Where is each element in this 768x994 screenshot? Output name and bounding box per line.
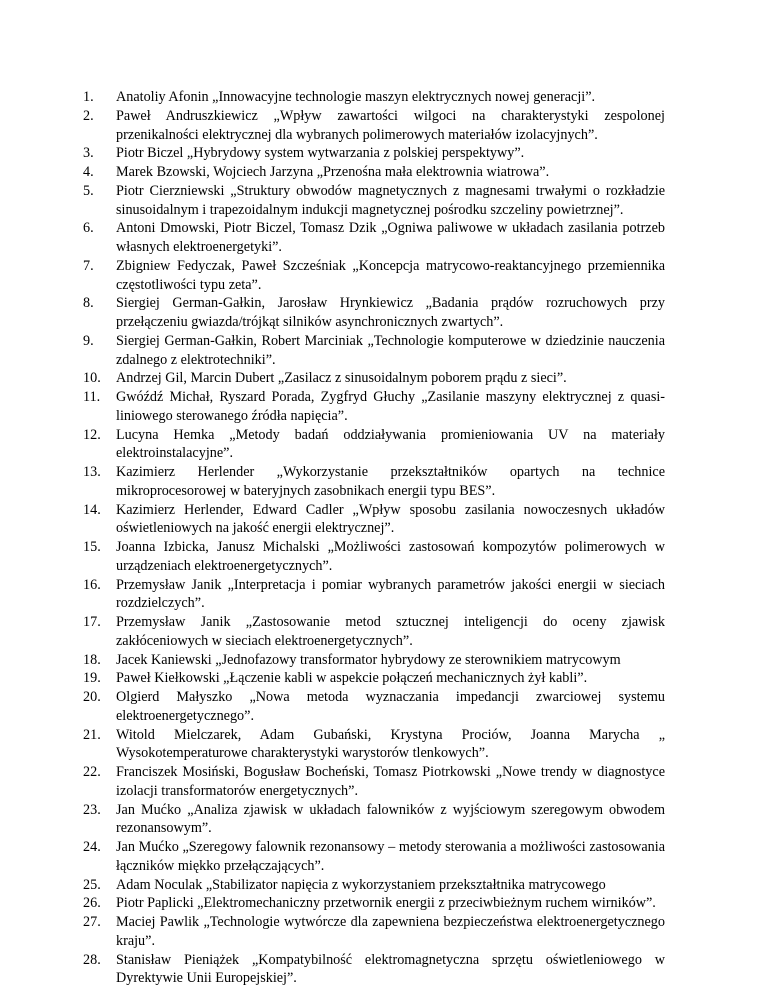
item-text: Piotr Cierzniewski „Struktury obwodów magnetycznych z magnesami trwałymi o rozkładzie sinusoidalnym i trapezoidalnym indukcji magnetycznej pośrodku szczeliny powietrznej”. — [116, 182, 665, 218]
item-text: Franciszek Mosiński, Bogusław Bocheński, Tomasz Piotrkowski „Nowe trendy w diagnostyce izolacji transformatorów energetycznych”. — [116, 764, 665, 799]
list-item — [83, 219, 665, 257]
item-number: 17. — [83, 614, 101, 630]
item-text: Siergiej German-Gałkin, Robert Marciniak „Technologie komputerowe w dziedzinie nauczenia zdalnego z elektrotechniki”. — [116, 332, 665, 368]
item-text: Zbigniew Fedyczak, Paweł Szcześniak „Koncepcja matrycowo-reaktancyjnego przemiennika częstotliwości typu zeta”. — [116, 257, 665, 293]
list-item — [83, 538, 665, 576]
item-text: Kazimierz Herlender, Edward Cadler „Wpływ sposobu zasilania nowoczesnych układów oświetleniowych na jakość energii elektrycznej”. — [116, 501, 665, 537]
item-number: 3. — [83, 145, 94, 162]
list-item — [83, 894, 665, 913]
list-item — [83, 801, 665, 839]
item-number: 2. — [83, 107, 94, 124]
list-item — [83, 426, 665, 464]
item-text: Jacek Kaniewski „Jednofazowy transformator hybrydowy ze sterownikiem matrycowym — [116, 651, 621, 668]
list-item — [83, 726, 665, 764]
publication-list — [83, 88, 665, 988]
item-text: Witold Mielczarek, Adam Gubański, Krystyna Prociów, Joanna Marycha „ Wysokotemperaturowe charakterystyki warystorów tlenkowych”. — [116, 726, 665, 762]
list-item — [83, 369, 665, 388]
item-number: 23. — [83, 801, 101, 818]
list-item — [83, 651, 665, 670]
list-item — [83, 613, 665, 651]
list-item — [83, 463, 665, 501]
item-text: Adam Noculak „Stabilizator napięcia z wykorzystaniem przekształtnika matrycowego — [116, 876, 606, 893]
item-text: Stanisław Pieniążek „Kompatybilność elektromagnetyczna sprzętu oświetleniowego w Dyrektywie Unii Europejskiej”. — [116, 951, 665, 987]
list-item — [83, 876, 665, 895]
list-item — [83, 88, 665, 107]
list-item — [83, 763, 665, 801]
item-number: 21. — [83, 726, 101, 743]
list-item — [83, 913, 665, 951]
list-item — [83, 501, 665, 539]
item-text: Przemysław Janik „Interpretacja i pomiar wybranych parametrów jakości energii w sieciach rozdzielczych”. — [116, 576, 665, 612]
list-item — [83, 669, 665, 688]
item-number: 8. — [83, 295, 94, 312]
item-text: Jan Mućko „Szeregowy falownik rezonansowy – metody sterowania a możliwości zastosowania łączników miękko przełączających”. — [116, 839, 665, 874]
list-item — [83, 144, 665, 163]
item-number: 6. — [83, 220, 94, 237]
list-item — [83, 688, 665, 726]
item-text: Joanna Izbicka, Janusz Michalski „Możliwości zastosowań kompozytów polimerowych w urządzeniach elektroenergetycznych”. — [116, 539, 665, 574]
item-number: 19. — [83, 670, 101, 687]
item-text: Olgierd Małyszko „Nowa metoda wyznaczania impedancji zwarciowej systemu elektroenergetycznego”. — [116, 689, 665, 724]
item-text: Piotr Biczel „Hybrydowy system wytwarzania z polskiej perspektywy”. — [116, 145, 525, 162]
item-number: 9. — [83, 332, 94, 349]
list-item — [83, 107, 665, 145]
item-text: Antoni Dmowski, Piotr Biczel, Tomasz Dzik „Ogniwa paliwowe w układach zasilania potrzeb własnych elektroenergetyki”. — [116, 220, 665, 255]
item-number: 28. — [83, 951, 101, 968]
list-item — [83, 951, 665, 989]
item-text: Siergiej German-Gałkin, Jarosław Hrynkiewicz „Badania prądów rozruchowych przy przełączeniu gwiazda/trójkąt silników asynchronicznych zwartych”. — [116, 295, 665, 330]
item-number: 12. — [83, 426, 101, 443]
item-number: 16. — [83, 576, 101, 593]
item-number: 1. — [83, 89, 94, 105]
list-item — [83, 182, 665, 220]
list-item — [83, 332, 665, 370]
list-item — [83, 294, 665, 332]
item-text: Andrzej Gil, Marcin Dubert „Zasilacz z sinusoidalnym poborem prądu z sieci”. — [116, 370, 567, 387]
item-number: 20. — [83, 689, 101, 705]
item-number: 25. — [83, 876, 101, 893]
item-number: 27. — [83, 914, 101, 930]
item-text: Przemysław Janik „Zastosowanie metod sztucznej inteligencji do oceny zjawisk zakłóceniowych w sieciach elektroenergetycznych”. — [116, 614, 665, 649]
list-item — [83, 838, 665, 876]
item-number: 13. — [83, 464, 101, 480]
item-text: Gwóźdź Michał, Ryszard Porada, Zygfryd Głuchy „Zasilanie maszyny elektrycznej z quasi-liniowego sterowanego źródła napięcia”. — [116, 389, 665, 424]
item-text: Anatoliy Afonin „Innowacyjne technologie maszyn elektrycznych nowej generacji”. — [116, 89, 596, 105]
item-number: 7. — [83, 257, 94, 274]
item-text: Jan Mućko „Analiza zjawisk w układach falowników z wyjściowym szeregowym obwodem rezonansowym”. — [116, 801, 665, 837]
list-item — [83, 257, 665, 295]
list-item — [83, 576, 665, 614]
item-text: Lucyna Hemka „Metody badań oddziaływania promieniowania UV na materiały elektroinstalacyjne”. — [116, 426, 665, 462]
list-item — [83, 388, 665, 426]
item-number: 26. — [83, 895, 101, 912]
item-text: Paweł Andruszkiewicz „Wpływ zawartości wilgoci na charakterystyki zespolonej przenikalności elektrycznej dla wybranych polimerowych materiałów izolacyjnych”. — [116, 107, 665, 143]
item-number: 24. — [83, 839, 101, 855]
item-number: 22. — [83, 764, 101, 780]
item-number: 10. — [83, 370, 101, 387]
item-number: 5. — [83, 182, 94, 199]
item-text: Kazimierz Herlender „Wykorzystanie przekształtników opartych na technice mikroprocesorowej w bateryjnych zasobnikach energii typu BES”. — [116, 464, 665, 499]
item-text: Maciej Pawlik „Technologie wytwórcze dla zapewniena bezpieczeństwa elektroenergetycznego kraju”. — [116, 914, 665, 949]
item-number: 15. — [83, 539, 101, 555]
item-text: Marek Bzowski, Wojciech Jarzyna „Przenośna mała elektrownia wiatrowa”. — [116, 164, 550, 180]
item-number: 11. — [83, 389, 101, 405]
item-text: Paweł Kiełkowski „Łączenie kabli w aspekcie połączeń mechanicznych żył kabli”. — [116, 670, 588, 687]
item-number: 18. — [83, 651, 101, 668]
item-number: 4. — [83, 164, 94, 180]
item-number: 14. — [83, 501, 101, 518]
item-text: Piotr Paplicki „Elektromechaniczny przetwornik energii z przeciwbieżnym ruchem wirników”. — [116, 895, 656, 912]
list-item — [83, 163, 665, 182]
